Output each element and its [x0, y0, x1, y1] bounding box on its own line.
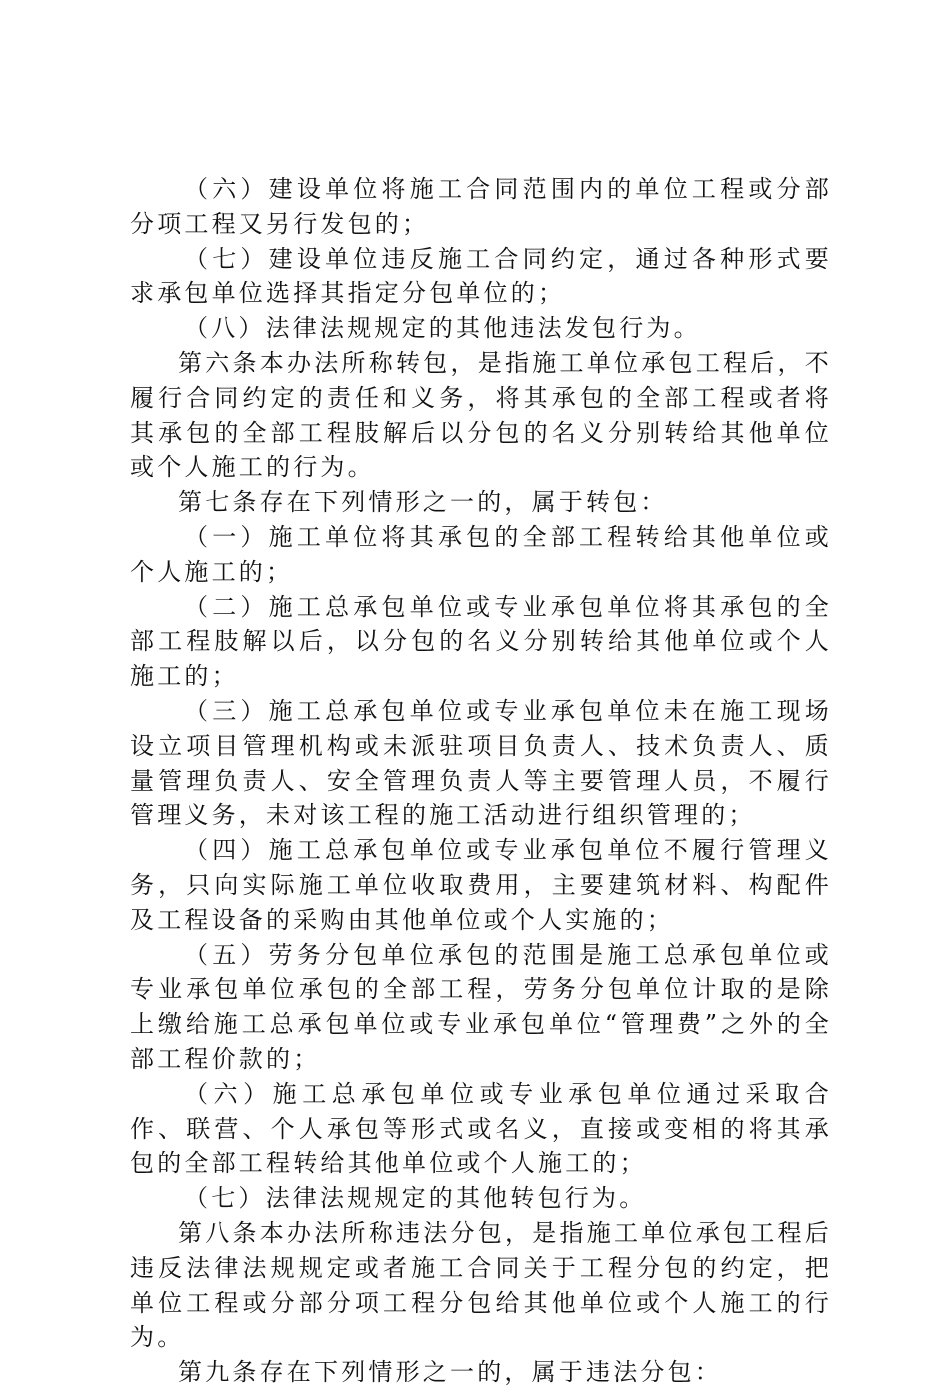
paragraph-item-8-construction-unit: （八）法律法规规定的其他违法发包行为。	[184, 314, 701, 343]
paragraph-article-6: 第六条本办法所称转包，是指施工单位承包工程后，不履行合同约定的责任和义务，将其承包的全部工程或者将其承包的全部工程肢解后以分包的名义分别转给其他单位或个人施工的行为。	[130, 348, 832, 482]
paragraph-item-7-subcontract: （七）法律法规规定的其他转包行为。	[184, 1184, 647, 1213]
document-body	[130, 172, 832, 1390]
paragraph-item-1-subcontract: （一）施工单位将其承包的全部工程转给其他单位或个人施工的；	[130, 522, 832, 586]
paragraph-article-7: 第七条存在下列情形之一的，属于转包：	[178, 488, 668, 517]
paragraph-item-6-subcontract: （六）施工总承包单位或专业承包单位通过采取合作、联营、个人承包等形式或名义，直接或变相的将其承包的全部工程转给其他单位或个人施工的；	[130, 1079, 832, 1178]
paragraph-article-8: 第八条本办法所称违法分包，是指施工单位承包工程后违反法律法规规定或者施工合同关于工程分包的约定，把单位工程或分部分项工程分包给其他单位或个人施工的行为。	[130, 1218, 832, 1352]
paragraph-item-3-subcontract: （三）施工总承包单位或专业承包单位未在施工现场设立项目管理机构或未派驻项目负责人、技术负责人、质量管理负责人、安全管理负责人等主要管理人员，不履行管理义务，未对该工程的施工活动进行组织管理的；	[130, 696, 832, 830]
paragraph-item-5-subcontract: （五）劳务分包单位承包的范围是施工总承包单位或专业承包单位承包的全部工程，劳务分包单位计取的是除上缴给施工总承包单位或专业承包单位“管理费”之外的全部工程价款的；	[130, 940, 832, 1073]
paragraph-item-2-subcontract: （二）施工总承包单位或专业承包单位将其承包的全部工程肢解以后，以分包的名义分别转给其他单位或个人施工的；	[130, 592, 832, 691]
paragraph-item-4-subcontract: （四）施工总承包单位或专业承包单位不履行管理义务，只向实际施工单位收取费用，主要建筑材料、构配件及工程设备的采购由其他单位或个人实施的；	[130, 836, 832, 934]
paragraph-item-7-construction-unit: （七）建设单位违反施工合同约定，通过各种形式要求承包单位选择其指定分包单位的；	[130, 244, 832, 308]
paragraph-article-9: 第九条存在下列情形之一的，属于违法分包：	[178, 1358, 722, 1387]
paragraph-item-6-construction-unit: （六）建设单位将施工合同范围内的单位工程或分部分项工程又另行发包的；	[130, 175, 832, 238]
